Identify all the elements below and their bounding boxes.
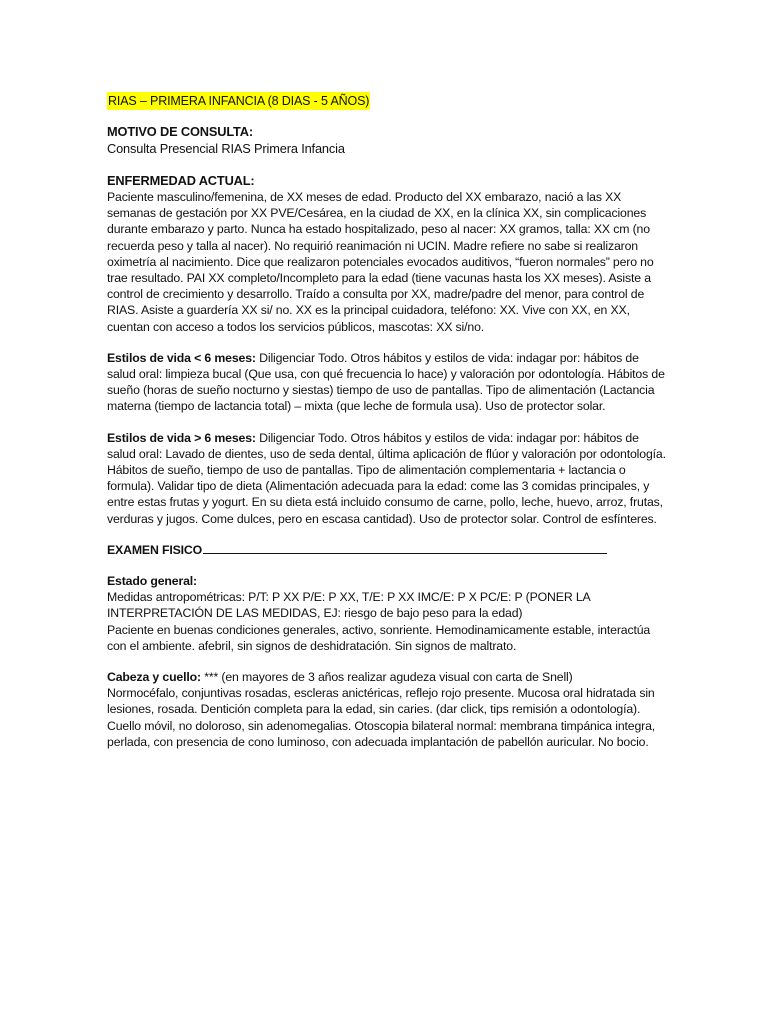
- estilos-menor-label: Estilos de vida < 6 meses:: [107, 350, 256, 365]
- estilos-menor-text: Diligenciar Todo. Otros hábitos y estilos de vida: indagar por: hábitos de salud oral: limpieza bucal (Que usa, con qué frecuencia lo hace) y valoración por odontología. Hábitos de sueño (horas de sueño nocturno y siestas) tiempo de uso de pantallas. Tipo de alimentación (Lactancia materna (tiempo de lactancia total) – mixta (que leche de formula usa). Uso de protector solar.: [107, 350, 665, 414]
- motivo-heading: MOTIVO DE CONSULTA:: [107, 124, 253, 139]
- spacer: [107, 335, 667, 350]
- enfermedad-text: Paciente masculino/femenina, de XX meses de edad. Producto del XX embarazo, nació a las XX semanas de gestación por XX PVE/Cesárea, en la ciudad de XX, en la clínica XX, sin complicaciones durante embarazo y parto. Nunca ha estado hospitalizado, peso al nacer: XX gramos, talla: XX cm (no recuerda peso y talla al nacer). No requirió reanimación ni UCIN. Madre refiere no sabe si realizaron oximetría al nacimiento. Dice que realizaron potenciales evocados auditivos, “fueron normales” pero no trae resultado. PAI XX completo/Incompleto para la edad (tiene vacunas hasta los XX meses). Asiste a control de crecimiento y desarrollo. Traído a consulta por XX, madre/padre del menor, para control de RIAS. Asiste a guardería XX si/ no. XX es la principal cuidadora, teléfono: XX. Vive con XX, en XX, cuentan con acceso a todos los servicios públicos, mascotas: XX si/no.: [107, 190, 654, 334]
- estilos-mayor-paragraph: [107, 430, 667, 527]
- spacer: [107, 527, 667, 542]
- spacer: [107, 558, 667, 573]
- estado-general-measures: Medidas antropométricas: P/T: P XX P/E: P XX, T/E: P XX IMC/E: P X PC/E: P (PONER LA INTERPRETACIÓN DE LAS MEDIDAS, EJ: riesgo de bajo peso para la edad): [107, 590, 590, 621]
- motivo-text: Consulta Presencial RIAS Primera Infancia: [107, 141, 345, 156]
- document-title: RIAS – PRIMERA INFANCIA (8 DIAS - 5 AÑOS): [108, 94, 370, 108]
- estado-general-heading: Estado general:: [107, 574, 198, 589]
- spacer: [107, 415, 667, 430]
- cabeza-cuello-note: *** (en mayores de 3 años realizar agudeza visual con carta de Snell): [200, 670, 573, 685]
- document-title-row: [107, 92, 667, 123]
- cabeza-cuello-label: Cabeza y cuello:: [107, 670, 201, 685]
- cabeza-cuello-description: Normocéfalo, conjuntivas rosadas, escleras anictéricas, reflejo rojo presente. Mucosa oral hidratada sin lesiones, rosada. Dentición completa para la edad, sin caries. (dar click, tips remisión a odontología). Cuello móvil, no doloroso, sin adenomegalias. Otoscopia bilateral normal: membrana timpánica integra, perlada, con presencia de cono luminoso, con adecuada implantación de pabellón auricular. No bocio.: [107, 686, 656, 749]
- enfermedad-heading: ENFERMEDAD ACTUAL:: [107, 173, 255, 188]
- spacer: [107, 654, 667, 669]
- spacer: [107, 157, 667, 172]
- estilos-mayor-text: Diligenciar Todo. Otros hábitos y estilos de vida: indagar por: hábitos de salud oral: Lavado de dientes, uso de seda dental, última aplicación de flúor y valoración por odontología. Hábitos de sueño, tiempo de uso de pantallas. Tipo de alimentación complementaria + lactancia o formula). Validar tipo de dieta (Alimentación adecuada para la edad: come las 3 comidas principales, y entre estas frutas y yogurt. En su dieta está incluido consumo de carne, pollo, leche, huevo, arroz, frutas, verduras y jugos. Come dulces, pero en escasa cantidad). Uso de protector solar. Control de esfínteres.: [107, 430, 666, 526]
- examen-heading-row: [107, 542, 667, 558]
- document-body: [107, 92, 667, 750]
- estilos-menor-paragraph: [107, 350, 667, 415]
- examen-heading: EXAMEN FISICO: [107, 542, 203, 557]
- cabeza-cuello-paragraph: [107, 669, 667, 685]
- estado-general-description: Paciente en buenas condiciones generales, activo, sonriente. Hemodinamicamente estable, interactúa con el ambiente. afebril, sin signos de deshidratación. Sin signos de maltrato.: [107, 622, 651, 653]
- estilos-mayor-label: Estilos de vida > 6 meses:: [107, 430, 256, 445]
- examen-underline-rule: [203, 543, 607, 554]
